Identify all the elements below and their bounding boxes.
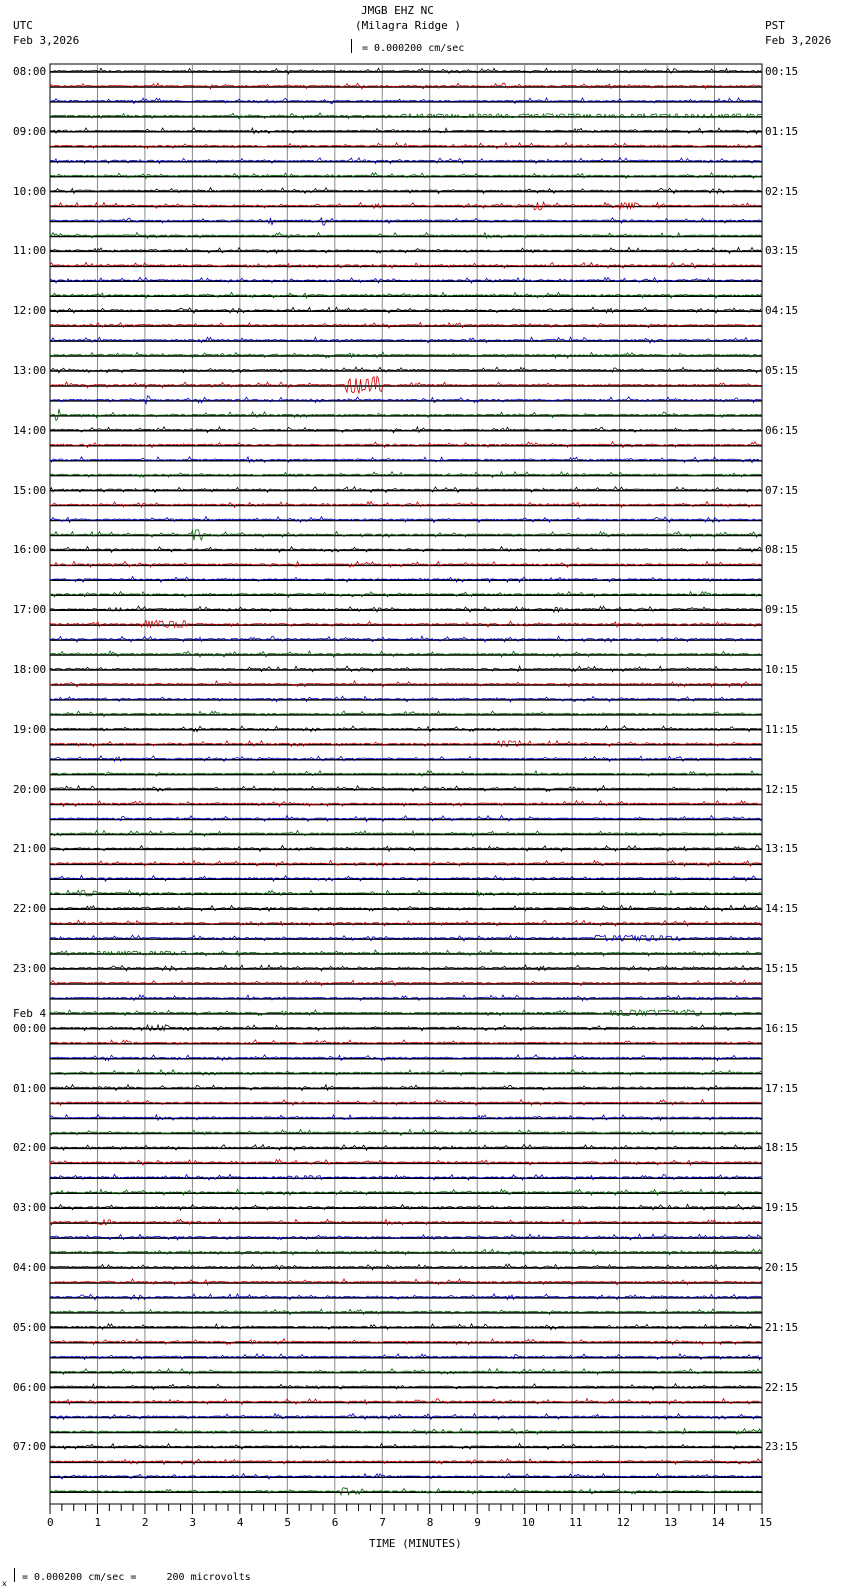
right-hour-label: 00:15 [765,65,799,78]
right-hour-label: 04:15 [765,304,799,318]
seismic-trace [50,1444,761,1450]
seismic-trace [50,143,761,149]
right-hour-label: 16:15 [765,1021,799,1035]
x-tick-label: 5 [284,1516,291,1529]
date-change-label: Feb 4 [13,1006,47,1020]
seismic-trace [50,801,761,807]
left-hour-label: 07:00 [13,1440,47,1454]
seismic-trace [50,561,761,567]
seismic-trace [50,337,761,343]
seismic-trace [50,457,761,463]
x-tick-label: 2 [141,1516,149,1529]
left-hour-label: 21:00 [13,842,47,856]
left-hour-label: 11:00 [13,244,47,258]
left-hour-label: 20:00 [13,782,47,796]
x-tick-label: 13 [664,1516,678,1529]
left-hour-label: 23:00 [13,962,47,975]
left-timezone: UTC [13,19,33,32]
x-tick-label: 8 [426,1516,434,1529]
right-hour-label: 01:15 [765,124,799,138]
seismic-trace [50,1234,761,1240]
seismic-trace [50,1264,761,1270]
seismic-trace [50,846,761,852]
seismic-trace [50,1294,761,1300]
left-hour-label: 19:00 [13,722,47,736]
seismic-trace [50,860,761,866]
seismic-trace [50,83,761,89]
seismic-trace [50,711,761,717]
seismic-trace [50,890,761,896]
left-hour-label: 17:00 [13,603,47,617]
left-hour-label: 13:00 [13,364,47,377]
seismic-trace [50,816,761,822]
seismic-trace [50,262,761,268]
station-title: JMGB EHZ NC [361,4,434,17]
seismic-trace [50,606,761,612]
seismic-trace [50,741,761,747]
seismic-trace [50,427,761,433]
seismic-trace [50,1488,761,1495]
right-hour-label: 03:15 [765,244,799,258]
scale-label: = 0.000200 cm/sec [362,43,465,54]
seismic-trace [50,681,761,687]
seismic-trace [50,1204,761,1210]
seismic-trace [50,1279,761,1285]
seismic-trace [50,831,761,837]
right-hour-label: 11:15 [765,722,799,736]
footer-scale-bar-icon [14,1568,15,1582]
seismic-trace [50,1219,761,1225]
right-hour-label: 15:15 [765,962,799,975]
right-hour-label: 20:15 [765,1261,799,1274]
right-hour-label: 08:15 [765,543,799,557]
seismic-trace [50,576,761,582]
seismic-trace [50,1115,761,1121]
seismic-trace [50,1100,761,1106]
seismic-trace [50,1309,761,1315]
seismic-trace [50,247,761,253]
seismic-trace [50,935,761,941]
seismic-trace [50,1189,761,1195]
seismic-trace [50,277,761,283]
left-hour-label: 15:00 [13,483,47,497]
right-hour-label: 21:15 [765,1320,799,1334]
right-hour-label: 23:15 [765,1440,799,1454]
seismic-trace [50,502,761,508]
right-timezone: PST [765,19,785,32]
seismic-trace [50,442,761,448]
seismic-trace [50,875,761,881]
right-hour-label: 05:15 [765,364,799,377]
seismic-trace [50,409,761,421]
seismic-trace [50,352,761,358]
x-tick-label: 12 [616,1516,630,1529]
seismic-trace [50,68,761,74]
seismic-trace [50,1414,761,1420]
seismic-trace [50,905,761,911]
seismic-trace [50,1010,761,1016]
x-axis-label: TIME (MINUTES) [369,1537,462,1550]
seismic-trace [50,786,761,792]
right-hour-label: 02:15 [765,184,799,198]
seismic-trace [50,1249,761,1255]
seismic-trace [50,1174,761,1180]
seismic-trace [50,620,761,628]
seismic-trace [50,950,761,956]
seismic-trace [50,1144,761,1150]
left-hour-label: 02:00 [13,1141,47,1155]
seismic-trace [50,696,761,702]
seismic-trace [50,1474,761,1480]
left-hour-label: 06:00 [13,1380,47,1394]
seismic-trace [50,771,761,777]
seismic-trace [50,995,761,1001]
x-tick-label: 11 [569,1516,583,1529]
seismic-trace [50,1369,761,1375]
x-tick-label: 14 [711,1516,725,1529]
x-tick-label: 9 [474,1516,481,1529]
station-subtitle: (Milagra Ridge ) [355,19,461,32]
seismic-trace [50,323,761,329]
left-hour-label: 12:00 [13,304,47,318]
x-tick-label: 0 [47,1516,54,1529]
footer-marker: x [2,1579,7,1588]
x-tick-label: 3 [189,1516,197,1529]
seismic-trace [50,472,761,478]
seismic-trace [50,98,761,104]
right-hour-label: 10:15 [765,663,799,676]
left-hour-label: 04:00 [13,1261,47,1274]
seismic-trace [50,651,761,657]
right-hour-label: 22:15 [765,1380,799,1394]
x-tick-label: 1 [94,1516,102,1529]
seismic-trace [50,1354,761,1360]
seismic-trace [50,128,761,134]
left-hour-label: 09:00 [13,124,47,138]
seismic-trace [50,1055,761,1061]
seismic-trace [50,517,761,523]
seismic-trace [50,666,761,672]
seismic-trace [50,547,761,553]
right-hour-label: 06:15 [765,423,799,437]
left-hour-label: 10:00 [13,184,47,198]
right-hour-label: 07:15 [765,483,799,497]
seismic-trace [50,1429,761,1435]
seismic-trace [50,1324,761,1330]
seismic-trace [50,756,761,762]
seismic-trace [50,188,761,194]
left-hour-label: 18:00 [13,663,47,676]
seismic-trace [50,1025,761,1031]
seismic-trace [50,636,761,642]
right-date: Feb 3,2026 [765,34,832,47]
seismic-trace [50,396,761,404]
right-hour-label: 09:15 [765,603,799,617]
seismic-trace [50,487,761,493]
left-hour-label: 01:00 [13,1081,47,1095]
right-hour-label: 18:15 [765,1141,799,1155]
seismic-trace [50,1159,761,1165]
left-hour-label: 14:00 [13,423,47,437]
seismic-trace [50,1399,761,1405]
seismic-trace [50,965,761,971]
left-hour-label: 16:00 [13,543,47,557]
right-hour-label: 13:15 [765,842,799,856]
seismic-trace [50,367,761,373]
seismic-trace [50,1085,761,1091]
seismic-trace [50,113,761,119]
seismic-trace [50,173,761,179]
seismic-trace [50,292,761,298]
x-tick-label: 6 [331,1516,339,1529]
left-hour-label: 22:00 [13,902,47,916]
right-hour-label: 12:15 [765,782,799,796]
footer-scale-label: = 0.000200 cm/sec = 200 microvolts [22,1572,251,1583]
left-hour-label: 00:00 [13,1021,47,1035]
right-hour-label: 19:15 [765,1201,799,1215]
seismic-trace [50,920,761,926]
right-hour-label: 14:15 [765,902,799,916]
x-tick-label: 7 [379,1516,386,1529]
left-hour-label: 03:00 [13,1201,47,1215]
seismic-trace [50,980,761,986]
seismic-trace [50,1070,761,1076]
left-date: Feb 3,2026 [13,34,80,47]
x-tick-label: 4 [236,1516,244,1529]
seismic-trace [50,592,761,598]
seismic-trace [50,376,761,393]
left-hour-label: 05:00 [13,1320,47,1334]
seismic-trace [50,233,761,239]
seismic-trace [50,1339,761,1345]
seismic-trace [50,1384,761,1390]
seismic-trace [50,1130,761,1136]
seismic-trace [50,307,761,313]
x-tick-label: 15 [759,1516,773,1529]
seismic-trace [50,158,761,164]
right-hour-label: 17:15 [765,1081,799,1095]
seismic-trace [50,726,761,732]
x-tick-label: 10 [521,1516,535,1529]
left-hour-label: 08:00 [13,65,47,78]
seismic-trace [50,1459,761,1465]
